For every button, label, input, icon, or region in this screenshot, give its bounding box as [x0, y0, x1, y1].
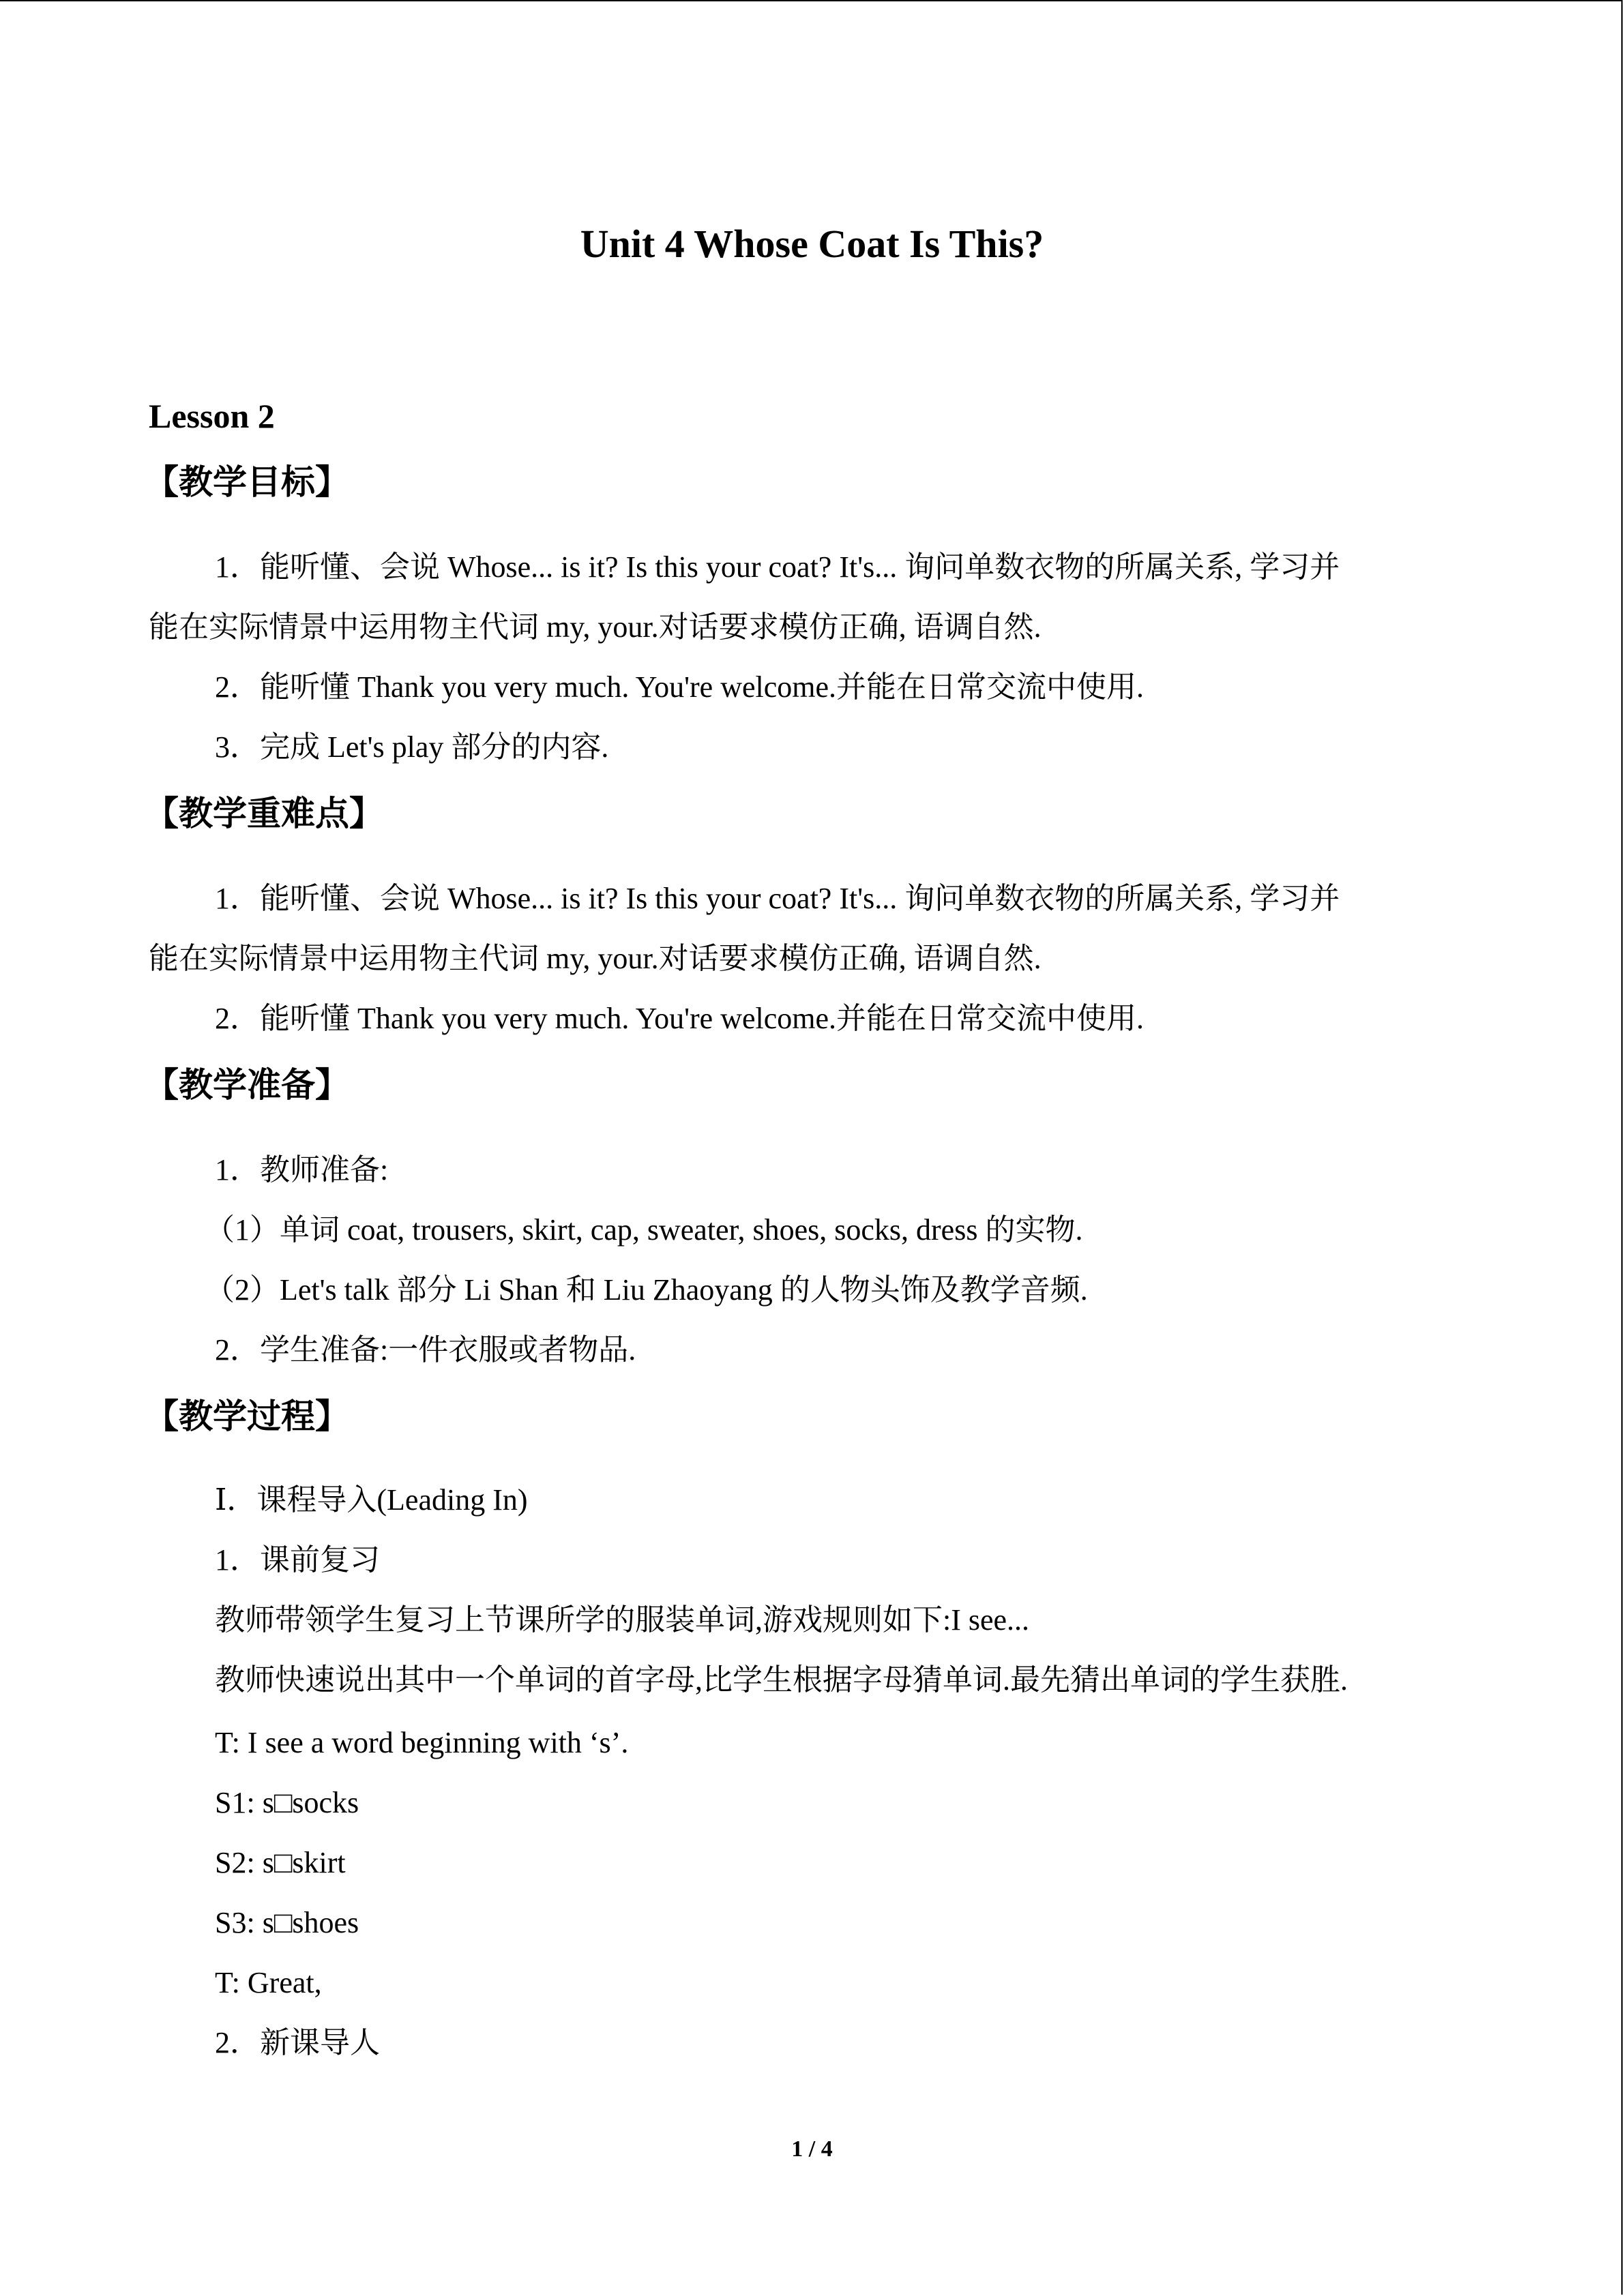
process-line-2: 1．课前复习 [215, 1543, 380, 1577]
process-line-4: 教师快速说出其中一个单词的首字母,比学生根据字母猜单词.最先猜出单词的学生获胜. [215, 1663, 1348, 1697]
key-points-line-2: 能在实际情景中运用物主代词 my, your.对话要求模仿正确, 语调自然. [149, 942, 1042, 975]
preparation-line-4: 2．学生准备:一件衣服或者物品. [215, 1333, 636, 1367]
process-line-6: S1: s□socks [215, 1786, 359, 1819]
section-heading-key-points: 【教学重难点】 [145, 794, 383, 833]
key-points-line-1: 1．能听懂、会说 Whose... is it? Is this your coat? It's... 询问单数衣物的所属关系, 学习并 [215, 882, 1340, 915]
objectives-line-1: 1．能听懂、会说 Whose... is it? Is this your coat? It's... 询问单数衣物的所属关系, 学习并 [215, 550, 1340, 584]
section-heading-objectives: 【教学目标】 [145, 462, 349, 502]
process-line-1: Ⅰ．课程导入(Leading In) [215, 1483, 528, 1517]
preparation-line-1: 1．教师准备: [215, 1153, 389, 1187]
section-heading-preparation: 【教学准备】 [145, 1065, 349, 1105]
objectives-line-4: 3．完成 Let's play 部分的内容. [215, 730, 609, 764]
document-title: Unit 4 Whose Coat Is This? [580, 222, 1044, 266]
preparation-line-2: （1）单词 coat, trousers, skirt, cap, sweater, shoes, socks, dress 的实物. [205, 1213, 1083, 1247]
process-line-5: T: I see a word beginning with ‘s’. [215, 1726, 629, 1759]
section-heading-process: 【教学过程】 [145, 1397, 349, 1436]
key-points-line-3: 2．能听懂 Thank you very much. You're welcome.并能在日常交流中使用. [215, 1002, 1145, 1035]
process-line-9: T: Great, [215, 1966, 322, 1999]
objectives-line-3: 2．能听懂 Thank you very much. You're welcome.并能在日常交流中使用. [215, 670, 1145, 704]
process-line-3: 教师带领学生复习上节课所学的服装单词,游戏规则如下:I see... [215, 1603, 1030, 1637]
process-line-8: S3: s□shoes [215, 1906, 359, 1939]
process-line-10: 2．新课导人 [215, 2026, 380, 2059]
objectives-line-2: 能在实际情景中运用物主代词 my, your.对话要求模仿正确, 语调自然. [149, 610, 1042, 644]
process-line-7: S2: s□skirt [215, 1846, 346, 1879]
lesson-label: Lesson 2 [149, 397, 275, 435]
preparation-line-3: （2）Let's talk 部分 Li Shan 和 Liu Zhaoyang 的人物头饰及教学音频. [205, 1273, 1088, 1307]
page-number: 1 / 4 [791, 2136, 833, 2162]
